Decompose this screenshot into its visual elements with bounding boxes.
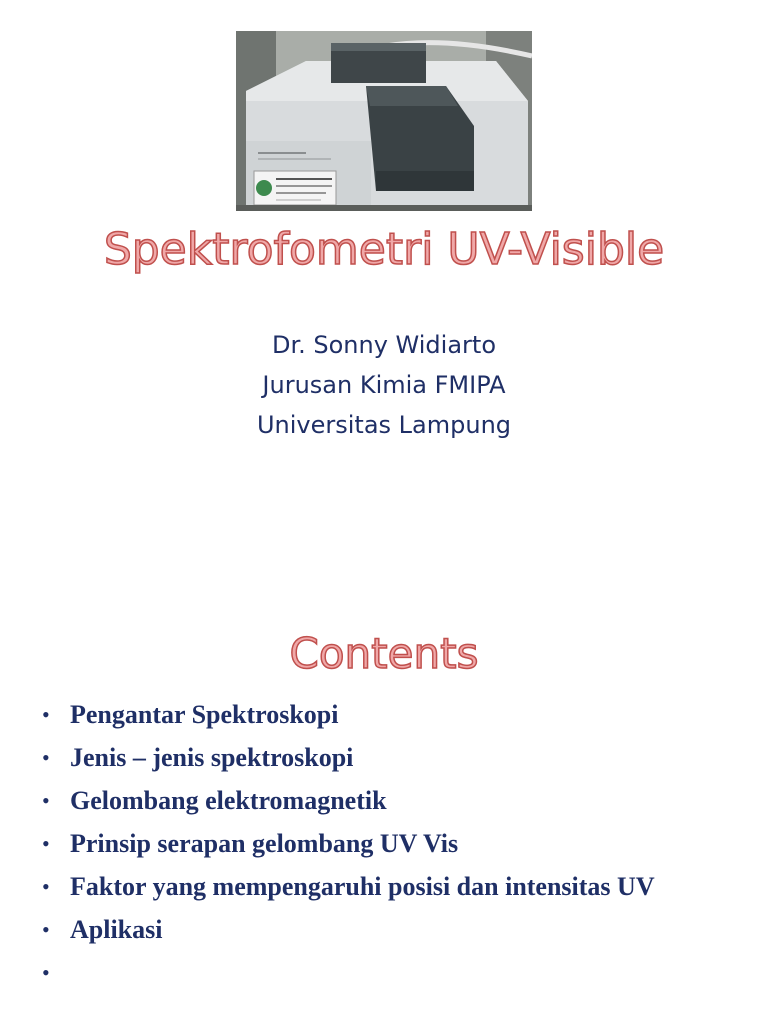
bullet-icon: • — [42, 960, 50, 985]
list-item-text: Pengantar Spektroskopi — [70, 700, 339, 729]
bullet-icon: • — [42, 831, 50, 856]
spectrophotometer-photo — [236, 31, 532, 211]
bullet-icon: • — [42, 874, 50, 899]
author-name: Dr. Sonny Widiarto — [271, 331, 496, 359]
list-item — [36, 698, 716, 731]
list-item — [36, 784, 716, 817]
list-item-text: Gelombang elektromagnetik — [70, 786, 387, 815]
bullet-icon: • — [42, 745, 50, 770]
list-item-text: Faktor yang mempengaruhi posisi dan intensitas UV — [70, 872, 655, 901]
author-university: Universitas Lampung — [256, 411, 512, 439]
author-department: Jurusan Kimia FMIPA — [262, 371, 506, 399]
list-item-text: Aplikasi — [70, 915, 163, 944]
bullet-icon: • — [42, 917, 50, 942]
bullet-icon: • — [42, 702, 50, 727]
list-item-text: Jenis – jenis spektroskopi — [70, 743, 354, 772]
slide-title: Spektrofometri UV-Visible — [103, 224, 665, 275]
author-block — [0, 325, 768, 445]
list-item — [36, 741, 716, 774]
contents-heading: Contents — [289, 629, 479, 678]
list-item-text: Prinsip serapan gelombang UV Vis — [70, 829, 459, 858]
list-item — [36, 870, 716, 903]
list-item — [36, 913, 716, 946]
list-item — [36, 827, 716, 860]
bullet-icon: • — [42, 788, 50, 813]
contents-list — [36, 698, 716, 985]
